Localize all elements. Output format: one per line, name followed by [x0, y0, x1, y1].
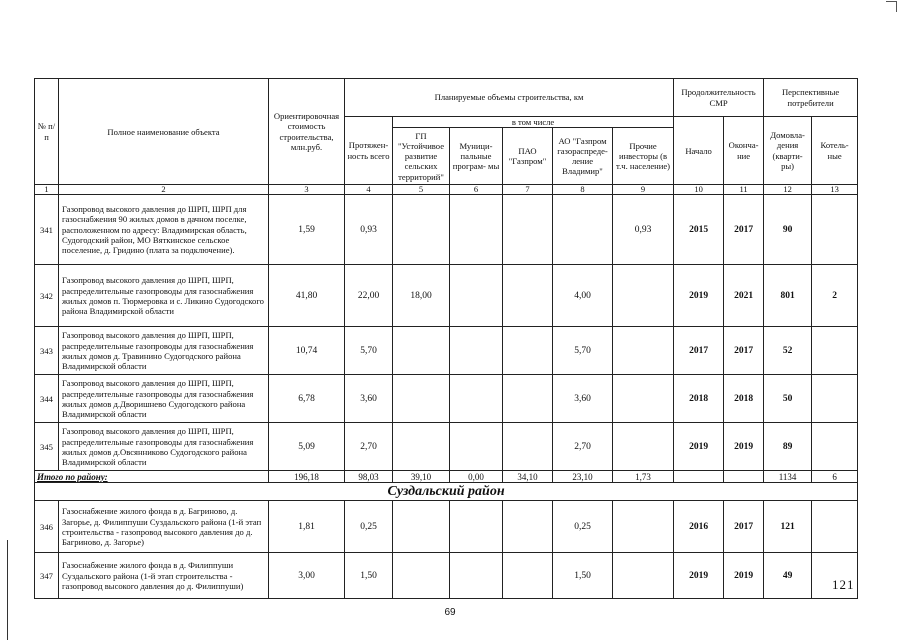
object-name: Газоснабжение жилого фонда в д. Филиппуши Суздальского района (1-й этап строительства - газопровод высокого давления до д. Филиппуши) — [59, 553, 269, 599]
object-name: Газопровод высокого давления до ШРП, ШРП для газоснабжения 90 жилых домов в дачном поселке, расположенном по адресу: Владимирская область, Судогодский район, МО Вяткинское сельское поселение, д. Гридино (плата за подключение). — [59, 195, 269, 265]
other-investors-cell: 0,93 — [613, 195, 674, 265]
houses-cell: 121 — [764, 501, 812, 553]
header-num: № п/п — [35, 79, 59, 185]
header-name: Полное наименование объекта — [59, 79, 269, 185]
total-other-cell: 1,73 — [613, 471, 674, 483]
cost-cell: 41,80 — [269, 265, 345, 327]
ao-cell: 5,70 — [553, 327, 613, 375]
ao-cell: 1,50 — [553, 553, 613, 599]
object-name: Газопровод высокого давления до ШРП, ШРП, распределительные газопроводы для газоснабжения жилых домов д.Дворишнево Судогодского района Владимирской области — [59, 375, 269, 423]
col-number: 9 — [613, 185, 674, 195]
start-year-cell: 2015 — [674, 195, 724, 265]
boilers-cell — [812, 195, 858, 265]
row-number: 342 — [35, 265, 59, 327]
header-start: Начало — [674, 117, 724, 185]
municipal-cell — [450, 195, 503, 265]
col-number: 8 — [553, 185, 613, 195]
col-number: 12 — [764, 185, 812, 195]
houses-cell: 89 — [764, 423, 812, 471]
gp-cell — [393, 375, 450, 423]
cost-cell: 10,74 — [269, 327, 345, 375]
total-cost-cell: 196,18 — [269, 471, 345, 483]
gp-cell — [393, 423, 450, 471]
total-end-cell — [724, 471, 764, 483]
header-pao: ПАО "Газпром" — [503, 128, 553, 185]
total-label: Итого по району: — [35, 471, 269, 483]
table-row — [35, 265, 858, 327]
column-number-row — [35, 185, 858, 195]
municipal-cell — [450, 375, 503, 423]
pao-cell — [503, 265, 553, 327]
gp-cell: 18,00 — [393, 265, 450, 327]
total-pao-cell: 34,10 — [503, 471, 553, 483]
length-cell: 22,00 — [345, 265, 393, 327]
row-number: 345 — [35, 423, 59, 471]
boilers-cell — [812, 423, 858, 471]
col-number: 4 — [345, 185, 393, 195]
end-year-cell: 2017 — [724, 501, 764, 553]
header-boilers: Котель- ные — [812, 117, 858, 185]
start-year-cell: 2017 — [674, 327, 724, 375]
end-year-cell: 2019 — [724, 553, 764, 599]
total-gp-cell: 39,10 — [393, 471, 450, 483]
object-name: Газопровод высокого давления до ШРП, ШРП, распределительные газопроводы для газоснабжения жилых домов д. Травинино Судогодского района Владимирской области — [59, 327, 269, 375]
header-consumers: Перспективные потребители — [764, 79, 858, 117]
total-ao-cell: 23,10 — [553, 471, 613, 483]
cost-cell: 5,09 — [269, 423, 345, 471]
other-investors-cell — [613, 501, 674, 553]
end-year-cell: 2018 — [724, 375, 764, 423]
header-end: Оконча- ние — [724, 117, 764, 185]
total-boilers-cell: 6 — [812, 471, 858, 483]
municipal-cell — [450, 423, 503, 471]
total-length-cell: 98,03 — [345, 471, 393, 483]
end-year-cell: 2017 — [724, 327, 764, 375]
header-row-1 — [35, 79, 858, 117]
ao-cell — [553, 195, 613, 265]
row-number: 346 — [35, 501, 59, 553]
municipal-cell — [450, 501, 503, 553]
houses-cell: 801 — [764, 265, 812, 327]
end-year-cell: 2021 — [724, 265, 764, 327]
margin-line — [7, 540, 8, 640]
table-row — [35, 423, 858, 471]
total-row — [35, 471, 858, 483]
other-investors-cell — [613, 375, 674, 423]
header-length: Протяжен- ность всего — [345, 117, 393, 185]
boilers-cell: 2 — [812, 265, 858, 327]
cost-cell: 3,00 — [269, 553, 345, 599]
ao-cell: 0,25 — [553, 501, 613, 553]
header-gp: ГП "Устойчивое развитие сельских территорий" — [393, 128, 450, 185]
region-title: Суздальский район — [35, 483, 858, 501]
boilers-cell — [812, 375, 858, 423]
boilers-cell — [812, 501, 858, 553]
col-number: 10 — [674, 185, 724, 195]
archive-stamp-number: 121 — [832, 577, 855, 592]
col-number: 5 — [393, 185, 450, 195]
start-year-cell: 2018 — [674, 375, 724, 423]
ao-cell: 3,60 — [553, 375, 613, 423]
houses-cell: 49 — [764, 553, 812, 599]
end-year-cell: 2019 — [724, 423, 764, 471]
header-other: Прочие инвесторы (в т.ч. население) — [613, 128, 674, 185]
row-number: 343 — [35, 327, 59, 375]
length-cell: 0,93 — [345, 195, 393, 265]
pao-cell — [503, 501, 553, 553]
table-row — [35, 195, 858, 265]
other-investors-cell — [613, 553, 674, 599]
municipal-cell — [450, 327, 503, 375]
houses-cell: 90 — [764, 195, 812, 265]
construction-table — [34, 78, 858, 599]
total-mun-cell: 0,00 — [450, 471, 503, 483]
col-number: 11 — [724, 185, 764, 195]
header-houses: Домовла- дения (кварти- ры) — [764, 117, 812, 185]
municipal-cell — [450, 265, 503, 327]
pao-cell — [503, 553, 553, 599]
pao-cell — [503, 327, 553, 375]
cost-cell: 1,59 — [269, 195, 345, 265]
total-houses-cell: 1134 — [764, 471, 812, 483]
col-number: 6 — [450, 185, 503, 195]
gp-cell — [393, 553, 450, 599]
table-row — [35, 553, 858, 599]
header-municipal: Муници- пальные програм- мы — [450, 128, 503, 185]
page-number: 69 — [444, 607, 456, 618]
length-cell: 5,70 — [345, 327, 393, 375]
header-cost: Ориентировочная стоимость строительства, млн.руб. — [269, 79, 345, 185]
start-year-cell: 2016 — [674, 501, 724, 553]
length-cell: 1,50 — [345, 553, 393, 599]
table-row — [35, 327, 858, 375]
total-start-cell — [674, 471, 724, 483]
start-year-cell: 2019 — [674, 265, 724, 327]
length-cell: 0,25 — [345, 501, 393, 553]
pao-cell — [503, 195, 553, 265]
houses-cell: 52 — [764, 327, 812, 375]
gp-cell — [393, 501, 450, 553]
pao-cell — [503, 375, 553, 423]
table-row — [35, 375, 858, 423]
cost-cell: 6,78 — [269, 375, 345, 423]
col-number: 7 — [503, 185, 553, 195]
ao-cell: 2,70 — [553, 423, 613, 471]
col-number: 13 — [812, 185, 858, 195]
other-investors-cell — [613, 265, 674, 327]
header-duration: Продолжительность СМР — [674, 79, 764, 117]
header-planned: Планируемые объемы строительства, км — [345, 79, 674, 117]
corner-crop-mark — [886, 1, 897, 12]
row-number: 347 — [35, 553, 59, 599]
region-row — [35, 483, 858, 501]
end-year-cell: 2017 — [724, 195, 764, 265]
header-ao: АО "Газпром газораспреде- ление Владимир" — [553, 128, 613, 185]
col-number: 3 — [269, 185, 345, 195]
col-number: 1 — [35, 185, 59, 195]
object-name: Газопровод высокого давления до ШРП, ШРП, распределительные газопроводы для газоснабжения жилых домов д.Овсянниково Судогодского района Владимирской области — [59, 423, 269, 471]
object-name: Газоснабжение жилого фонда в д. Багриново, д. Загорье, д. Филиппуши Суздальского района (1-й этап строительства - газопровод высокого давления до д. Багриново, д. Загорье) — [59, 501, 269, 553]
table-row — [35, 501, 858, 553]
col-number: 2 — [59, 185, 269, 195]
row-number: 341 — [35, 195, 59, 265]
gp-cell — [393, 195, 450, 265]
gp-cell — [393, 327, 450, 375]
houses-cell: 50 — [764, 375, 812, 423]
boilers-cell — [812, 327, 858, 375]
ao-cell: 4,00 — [553, 265, 613, 327]
length-cell: 3,60 — [345, 375, 393, 423]
other-investors-cell — [613, 423, 674, 471]
pao-cell — [503, 423, 553, 471]
cost-cell: 1,81 — [269, 501, 345, 553]
other-investors-cell — [613, 327, 674, 375]
start-year-cell: 2019 — [674, 423, 724, 471]
object-name: Газопровод высокого давления до ШРП, ШРП, распределительные газопроводы для газоснабжения жилых домов п. Тюрмеровка и с. Ликино Судогодского района Владимирской области — [59, 265, 269, 327]
header-incl: в том числе — [393, 117, 674, 128]
start-year-cell: 2019 — [674, 553, 724, 599]
municipal-cell — [450, 553, 503, 599]
row-number: 344 — [35, 375, 59, 423]
length-cell: 2,70 — [345, 423, 393, 471]
